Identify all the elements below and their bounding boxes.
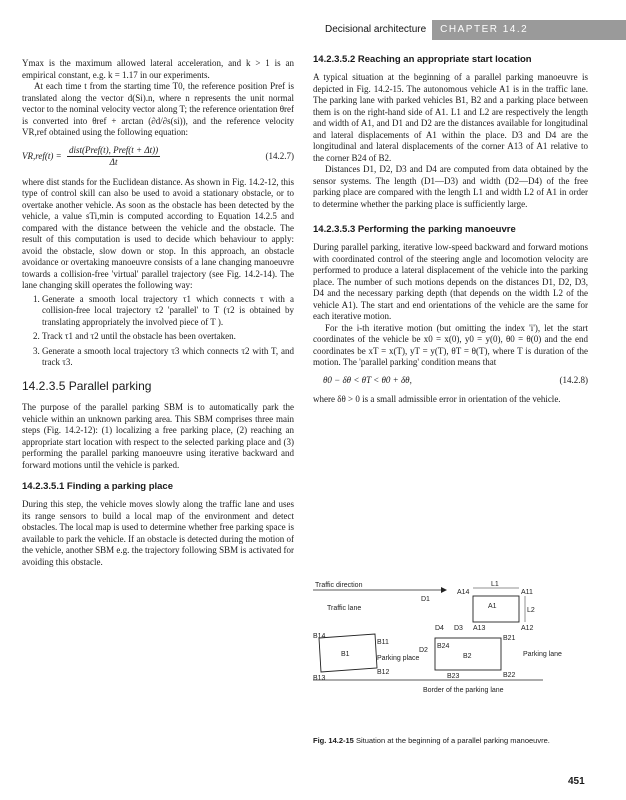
list-item: 2. Track τ1 and τ2 until the obstacle has been overtaken.	[42, 331, 294, 343]
equation-number: (14.2.8)	[559, 374, 588, 385]
traffic-lane-label: Traffic lane	[327, 605, 362, 612]
equation-numerator: dist(Pref(t), Pref(t + Δt))	[67, 145, 160, 158]
paragraph: At each time t from the starting time T0, the reference position Pref is translated along the vector d(Si).n, where n represents the unit normal vector to the nominal velocity vector along T; the reference orientation θref is converted into θref + arctan (∂d/∂s(si)), and the reference velocity VR,ref obtained using the following equation:	[22, 81, 294, 137]
paragraph: During parallel parking, iterative low-speed backward and forward motions with coordinated control of the steering angle and locomotion velocity are performed to produce a lateral displacement of the vehicle into the parking place. The number of such motions depends on the distances D1, D2, D3, D4 and the necessary parking depth (that depends on the width L2 of the vehicle A1). The start and end orientations of the vehicle are the same for each iterative motion.	[313, 242, 588, 321]
paragraph: Ymax is the maximum allowed lateral acceleration, and k > 1 is an empirical constant, e.g. k = 1.17 in our experiments.	[22, 58, 294, 80]
d1-label: D1	[421, 596, 430, 603]
a1-label: A1	[488, 603, 497, 610]
border-label: Border of the parking lane	[423, 687, 504, 694]
b22-label: B22	[503, 672, 516, 679]
b11-label: B11	[377, 639, 389, 646]
page-number: 451	[568, 776, 585, 787]
figure-14-2-15	[313, 580, 588, 735]
a12-label: A12	[521, 625, 534, 632]
a14-label: A14	[457, 589, 470, 596]
parking-diagram	[313, 580, 588, 730]
left-column	[22, 58, 294, 568]
paragraph: Distances D1, D2, D3 and D4 are computed from data obtained by the sensor systems. The length (D1—D3) and width (D2—D4) of the free parking place are compared with the length L1 and width L2 of A1 in order to determine whether the parking place is sufficiently large.	[313, 164, 588, 209]
b12-label: B12	[377, 669, 390, 676]
running-header	[321, 20, 626, 40]
b24-label: B24	[437, 643, 450, 650]
d4-label: D4	[435, 625, 444, 632]
caption-label: Fig. 14.2-15	[313, 736, 354, 745]
d3-label: D3	[454, 625, 463, 632]
b14-label: B14	[313, 633, 326, 640]
subsection-heading: 14.2.3.5.1 Finding a parking place	[22, 481, 173, 492]
caption-text: Situation at the beginning of a parallel parking manoeuvre.	[355, 736, 550, 745]
equation-denominator: Δt	[109, 157, 118, 167]
paragraph: where δθ > 0 is a small admissible error in orientation of the vehicle.	[313, 394, 561, 404]
b21-label: B21	[503, 635, 516, 642]
steps-list	[22, 294, 294, 369]
b13-label: B13	[313, 675, 326, 682]
paragraph: For the i-th iterative motion (but omitting the index 'i'), let the start coordinates of the vehicle be x0 = x(0), y0 = y(0), θ0 = θ(0) and the end coordinates be xT = x(T), yT = y(T), θT = θ(T), where T is duration of the motion. The 'parallel parking' condition means that	[313, 322, 588, 367]
parking-lane-label: Parking lane	[523, 651, 562, 658]
l2-label: L2	[527, 607, 535, 614]
b23-label: B23	[447, 673, 460, 680]
b2-label: B2	[463, 653, 472, 660]
paragraph: The purpose of the parallel parking SBM is to automatically park the vehicle within an unknown parking area. This SBM comprises three main steps (Fig. 14.2-12): (1) localizing a free parking place, (2) reaching an appropriate start location with respect to the selected parking place and (3) performing the parallel parking manoeuvre using iterative backward and forward motions until the vehicle is parked.	[22, 402, 294, 470]
d2-label: D2	[419, 647, 428, 654]
paragraph: where dist stands for the Euclidean distance. As shown in Fig. 14.2-12, this type of control skill can also be used to avoid a stationary obstacle, or to overtake another vehicle. As soon as the obstacle has been detected by the vehicle, a value sTi,min is computed according to Equation 14.2.5 and compared with the distance between the vehicle and the obstacle. The result of this computation is used to decide which behaviour to apply: avoid the obstacle, slow down or stop. In this approach, an obstacle avoidance or overtaking manoeuvre consists of a lane changing manoeuvre towards a collision-free 'virtual' parallel trajectory (see Fig. 14.2-14). The lane changing skill operates the following way:	[22, 176, 294, 290]
b1-label: B1	[341, 651, 350, 658]
chapter-label: CHAPTER 14.2	[432, 20, 626, 40]
list-item: 3. Generate a smooth local trajectory τ3 which connects τ2 with T, and track τ3.	[42, 346, 294, 369]
subsection-heading: 14.2.3.5.3 Performing the parking manoeuvre	[313, 224, 516, 235]
right-column	[313, 54, 588, 406]
section-title: Decisional architecture	[321, 20, 432, 40]
equation-14-2-8	[313, 375, 588, 387]
equation-14-2-7	[22, 145, 294, 169]
a11-label: A11	[521, 589, 533, 596]
list-item: 1. Generate a smooth local trajectory τ1 which connects τ with a collision-free local trajectory τ2 'parallel' to T (τ2 is obtained by translating appropriately the involved piece of T ).	[42, 294, 294, 329]
section-heading: 14.2.3.5 Parallel parking	[22, 378, 152, 393]
equation-number: (14.2.7)	[265, 150, 294, 161]
a13-label: A13	[473, 625, 486, 632]
paragraph: During this step, the vehicle moves slowly along the traffic lane and uses its range sensors to build a local map of the environment and detect obstacles. The local map is used to determine whether free parking space is available to park the vehicle. If an obstacle is detected during the motion of the vehicle, another SBM e.g. the trajectory following SBM is activated for avoiding this obstacle.	[22, 499, 294, 567]
figure-caption	[313, 736, 588, 746]
parking-place-label: Parking place	[377, 655, 420, 662]
equation-body: θ0 − δθ < θT < θ0 + δθ,	[323, 374, 412, 385]
subsection-heading: 14.2.3.5.2 Reaching an appropriate start location	[313, 54, 532, 65]
equation-lhs: VR,ref(t) =	[22, 150, 62, 161]
paragraph: A typical situation at the beginning of a parallel parking manoeuvre is depicted in Fig. 14.2-15. The autonomous vehicle A1 is in the traffic lane. The parking lane with parked vehicles B1, B2 and a parking place between them is on the right-hand side of A1. L1 and L2 are respectively the length and width of A1, and D1 and D2 are the distances available for longitudinal and lateral displacements of A1 within the place. D3 and D4 are the longitudinal and lateral displacements of the corner A13 of A1 relative to the corner B24 of B2.	[313, 72, 588, 163]
traffic-direction-label: Traffic direction	[315, 582, 363, 589]
l1-label: L1	[491, 581, 499, 588]
